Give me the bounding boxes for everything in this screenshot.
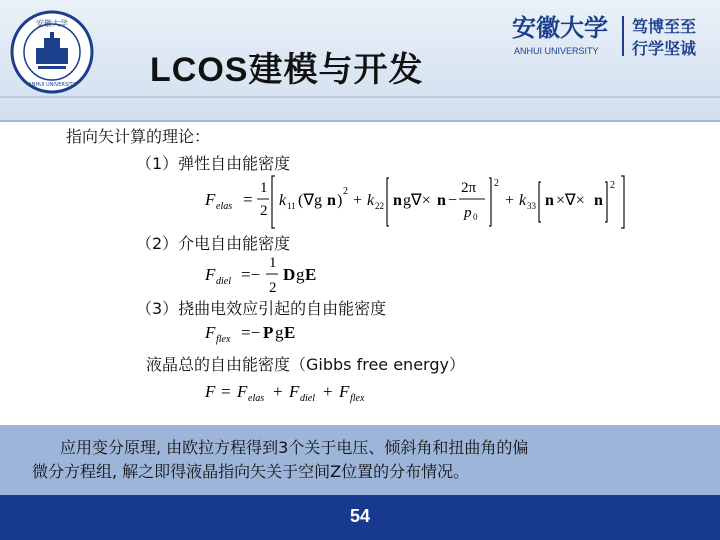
svg-text:+: + bbox=[323, 382, 333, 401]
svg-text:elas: elas bbox=[216, 201, 233, 212]
svg-text:=: = bbox=[243, 190, 253, 209]
svg-text:F: F bbox=[205, 323, 216, 342]
university-name-en: ANHUI UNIVERSITY bbox=[514, 46, 599, 56]
item-flexo-label: （3）挠曲电效应引起的自由能密度 bbox=[136, 299, 387, 318]
svg-text:2: 2 bbox=[260, 203, 268, 219]
svg-text:F: F bbox=[339, 382, 350, 401]
dielectric-energy-formula bbox=[205, 252, 335, 298]
svg-text:k: k bbox=[279, 192, 287, 209]
svg-text:n: n bbox=[594, 192, 603, 209]
svg-text:22: 22 bbox=[375, 201, 384, 211]
svg-text:2: 2 bbox=[269, 280, 277, 296]
svg-text:n: n bbox=[437, 192, 446, 209]
svg-text:n: n bbox=[545, 192, 554, 209]
summary-text bbox=[32, 436, 692, 484]
svg-text:+: + bbox=[505, 192, 515, 209]
svg-text:g∇×: g∇× bbox=[403, 192, 431, 209]
svg-text:−: − bbox=[448, 192, 458, 209]
svg-text:=: = bbox=[221, 382, 231, 401]
svg-text:P: P bbox=[263, 323, 274, 342]
svg-text:F: F bbox=[205, 190, 216, 209]
svg-text:ANHUI UNIVERSITY: ANHUI UNIVERSITY bbox=[28, 82, 76, 88]
svg-text:elas: elas bbox=[248, 393, 265, 404]
svg-text:n: n bbox=[327, 192, 336, 209]
university-name: 安徽大学 bbox=[512, 13, 608, 42]
svg-text:p: p bbox=[464, 205, 472, 221]
slide-title: LCOS建模与开发 bbox=[150, 51, 424, 89]
svg-text:2π: 2π bbox=[461, 180, 477, 196]
svg-text:0: 0 bbox=[473, 212, 478, 222]
motto-line-1: 笃博至至 bbox=[632, 17, 697, 36]
svg-text:flex: flex bbox=[350, 393, 365, 404]
intro-text: 指向矢计算的理论： bbox=[66, 127, 211, 146]
svg-text:diel: diel bbox=[300, 393, 315, 404]
total-energy-label: 液晶总的自由能密度（Gibbs free energy） bbox=[146, 355, 465, 374]
svg-text:n: n bbox=[393, 192, 402, 209]
elastic-energy-formula bbox=[205, 170, 635, 232]
svg-text:11: 11 bbox=[287, 201, 296, 211]
svg-text:2: 2 bbox=[343, 186, 348, 197]
svg-text:=−: =− bbox=[241, 265, 261, 284]
total-energy-formula bbox=[205, 375, 405, 409]
svg-text:diel: diel bbox=[216, 276, 231, 287]
university-wordmark bbox=[512, 10, 712, 60]
flexo-energy-formula bbox=[205, 318, 315, 350]
slide-header bbox=[0, 0, 720, 122]
svg-text:2: 2 bbox=[494, 178, 499, 189]
svg-text:F: F bbox=[205, 382, 216, 401]
svg-text:F: F bbox=[289, 382, 300, 401]
svg-text:×∇×: ×∇× bbox=[556, 192, 585, 209]
summary-line-1: 应用变分原理, 由欧拉方程得到3个关于电压、倾斜角和扭曲角的偏 bbox=[60, 438, 529, 457]
header-rule bbox=[0, 96, 720, 98]
motto-line-2: 行学坚诚 bbox=[632, 39, 697, 58]
svg-text:g: g bbox=[296, 265, 305, 284]
svg-text:1: 1 bbox=[260, 180, 268, 196]
svg-text:g: g bbox=[275, 323, 284, 342]
svg-text:E: E bbox=[305, 265, 317, 284]
svg-text:D: D bbox=[283, 265, 296, 284]
svg-text:1: 1 bbox=[269, 255, 277, 271]
summary-line-2: 微分方程组, 解之即得液晶指向矢关于空间Z位置的分布情况。 bbox=[32, 462, 470, 481]
item-elastic-label: （1）弹性自由能密度 bbox=[136, 154, 291, 173]
svg-text:2: 2 bbox=[610, 180, 615, 191]
svg-text:+: + bbox=[353, 192, 363, 209]
svg-text:+: + bbox=[273, 382, 283, 401]
svg-text:安徽大学: 安徽大学 bbox=[36, 19, 68, 28]
svg-text:F: F bbox=[237, 382, 248, 401]
item-dielectric-label: （2）介电自由能密度 bbox=[136, 234, 291, 253]
svg-text:k: k bbox=[367, 192, 375, 209]
svg-text:k: k bbox=[519, 192, 527, 209]
svg-text:flex: flex bbox=[216, 334, 231, 345]
svg-text:): ) bbox=[337, 192, 343, 209]
svg-text:(∇g: (∇g bbox=[298, 192, 323, 209]
svg-text:33: 33 bbox=[527, 201, 536, 211]
page-number: 54 bbox=[349, 506, 371, 526]
svg-text:F: F bbox=[205, 265, 216, 284]
university-seal-icon bbox=[10, 10, 94, 94]
svg-text:E: E bbox=[284, 323, 296, 342]
svg-text:=−: =− bbox=[241, 323, 261, 342]
